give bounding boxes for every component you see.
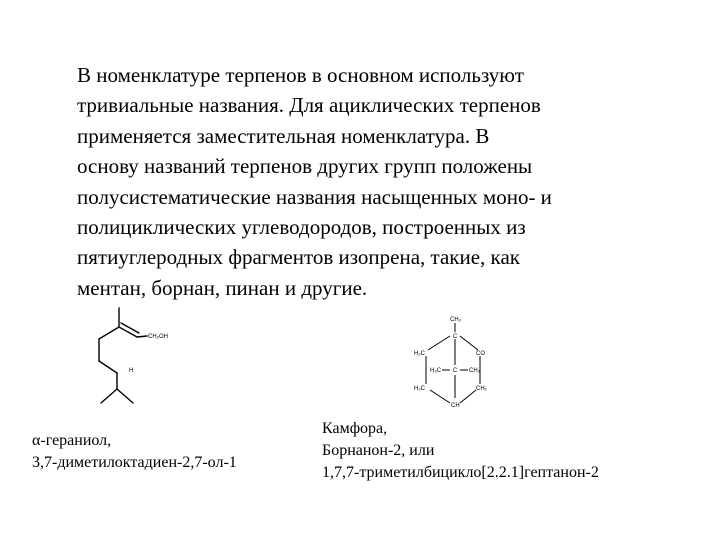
geraniol-caption-line-2: 3,7-диметилоктадиен-2,7-ол-1 bbox=[32, 454, 237, 471]
paragraph-line-5: полусистематические названия насыщенных моно- и bbox=[77, 184, 552, 209]
paragraph-line-2: тривиальные названия. Для ациклических терпенов bbox=[77, 93, 541, 118]
ch2-right-label: CH₂ bbox=[476, 386, 487, 392]
geraniol-caption-line-1: α-гераниол, bbox=[32, 432, 112, 449]
h2c-left-label: H₂C bbox=[414, 351, 425, 357]
paragraph-line-7: пятиуглеродных фрагментов изопрена, такие, как bbox=[77, 245, 520, 270]
paragraph-line-8: ментан, борнан, пинан и другие. bbox=[77, 275, 368, 300]
hydrogen-label: H bbox=[129, 368, 134, 374]
camphor-caption-line-1: Камфора, bbox=[322, 420, 388, 437]
geraniol-bonds bbox=[99, 308, 147, 403]
h2c-bottom-label: H₂C bbox=[414, 386, 425, 392]
camphor-caption bbox=[322, 418, 599, 484]
camphor-structural-formula bbox=[410, 312, 500, 412]
h3c-mid-label: H₃C bbox=[430, 368, 442, 374]
co-right-label: CO bbox=[476, 351, 485, 357]
paragraph-line-1: В номенклатуре терпенов в основном используют bbox=[77, 63, 524, 87]
c-top-label: C bbox=[453, 334, 458, 340]
geraniol-caption bbox=[32, 430, 237, 474]
ch2oh-label: CH₂OH bbox=[148, 334, 168, 340]
terpene-nomenclature-paragraph bbox=[77, 60, 637, 303]
camphor-caption-line-3: 1,7,7-триметилбицикло[2.2.1]гептанон-2 bbox=[322, 464, 599, 481]
paragraph-line-4: основу названий терпенов других групп положены bbox=[77, 154, 533, 179]
geraniol-structural-formula bbox=[85, 305, 195, 415]
c-mid-label: C bbox=[453, 368, 458, 374]
ch3-mid-label: CH₃ bbox=[469, 368, 481, 374]
ch-bottom-label: CH bbox=[451, 403, 460, 409]
paragraph-line-3: применяется заместительная номенклатура. В bbox=[77, 123, 490, 148]
paragraph-line-6: полициклических углеводородов, построенных из bbox=[77, 215, 526, 240]
ch3-top-label: CH₃ bbox=[450, 317, 462, 323]
camphor-caption-line-2: Борнанон-2, или bbox=[322, 442, 435, 459]
